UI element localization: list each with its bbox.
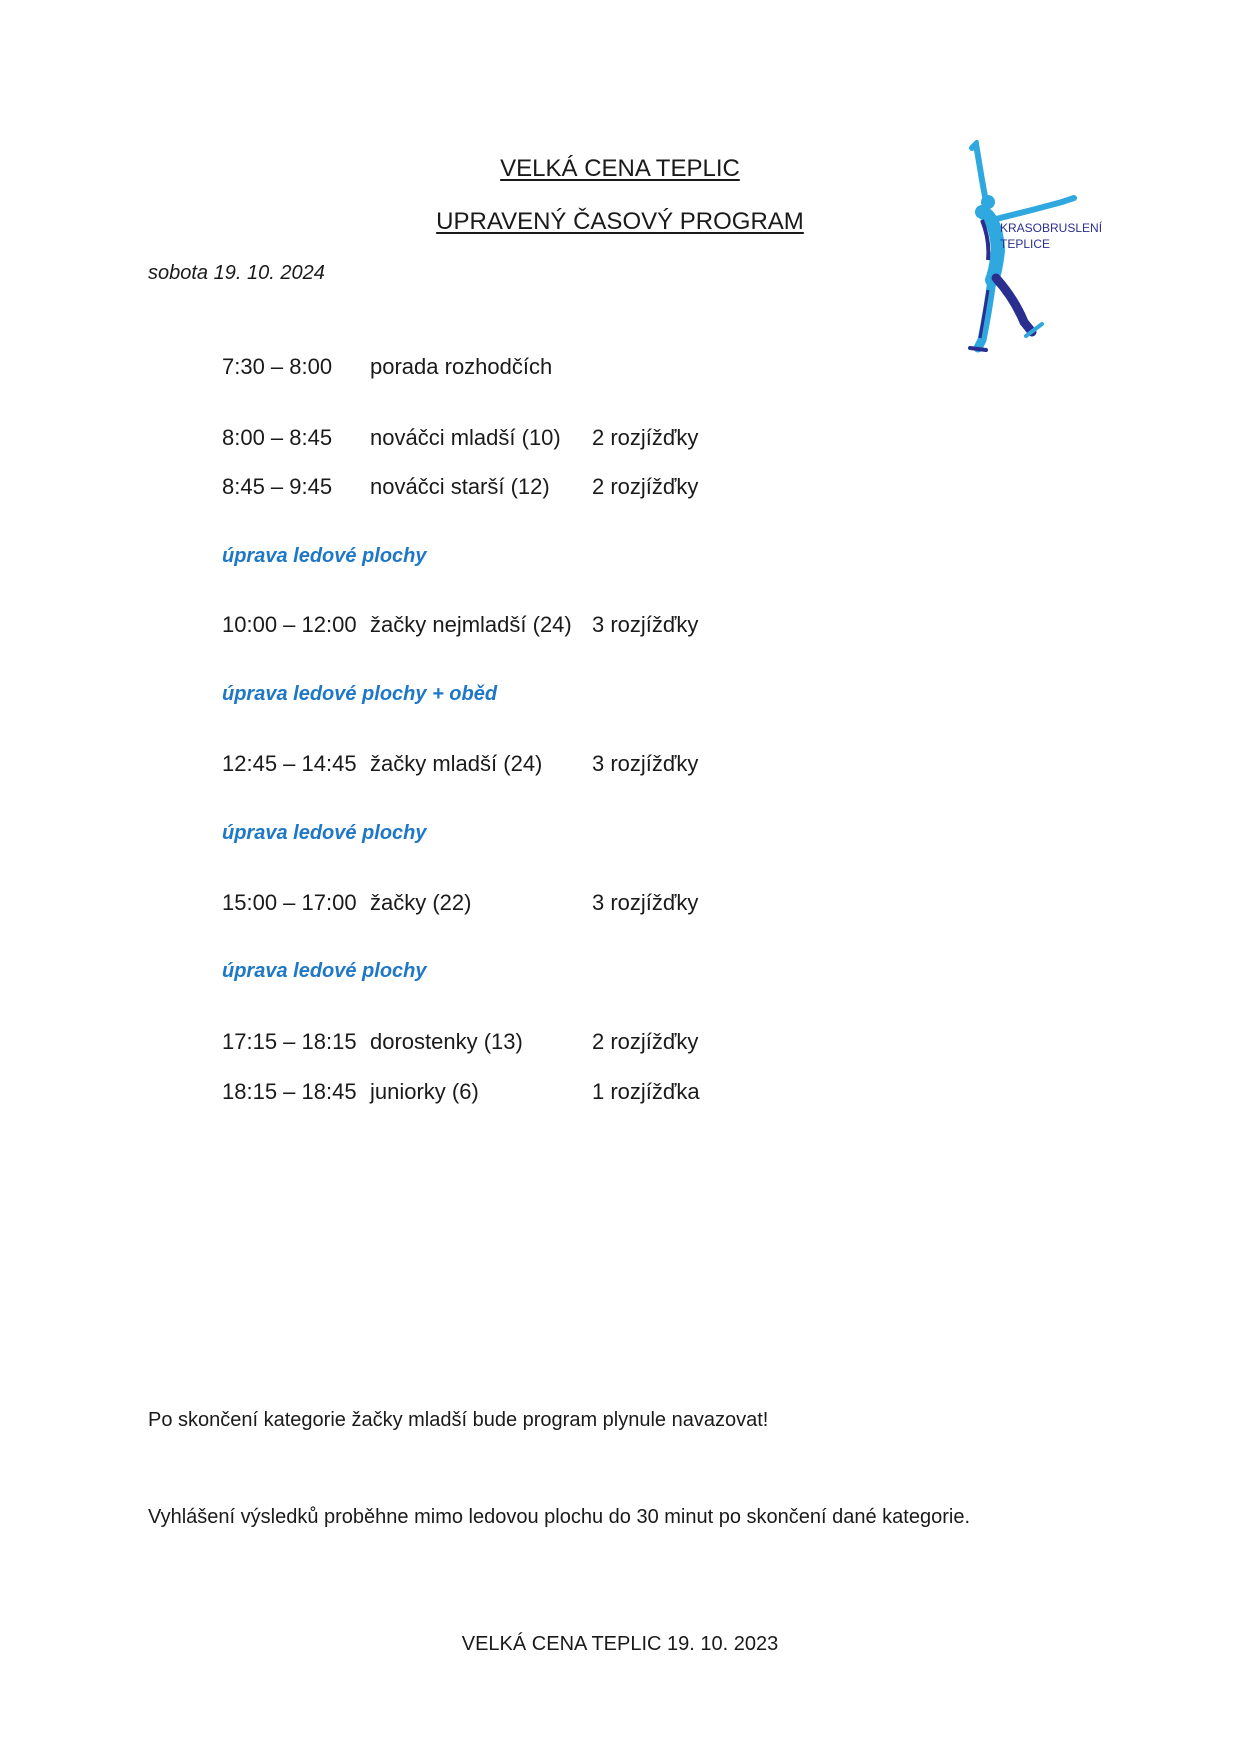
- row-time: 8:00 – 8:45: [222, 425, 333, 450]
- row-category: žačky (22): [370, 890, 472, 915]
- row-time: 17:15 – 18:15: [222, 1029, 357, 1054]
- row-time: 10:00 – 12:00: [222, 612, 357, 637]
- ice-resurfacing-note: úprava ledové plochy: [222, 822, 427, 844]
- logo-text-line1: KRASOBRUSLENÍ: [1000, 221, 1103, 235]
- page-footer: VELKÁ CENA TEPLIC 19. 10. 2023: [461, 1633, 779, 1655]
- row-time: 12:45 – 14:45: [222, 751, 357, 776]
- row-category: juniorky (6): [370, 1079, 479, 1104]
- row-category: porada rozhodčích: [370, 354, 553, 379]
- continuation-note: Po skončení kategorie žačky mladší bude program plynule navazovat!: [148, 1409, 769, 1431]
- row-time: 8:45 – 9:45: [222, 474, 333, 499]
- row-category: nováčci starší (12): [370, 474, 550, 499]
- row-heats: 3 rozjížďky: [592, 890, 699, 915]
- row-heats: 3 rozjížďky: [592, 751, 699, 776]
- ice-resurfacing-note: úprava ledové plochy: [222, 960, 427, 982]
- row-category: žačky nejmladší (24): [370, 612, 572, 637]
- row-heats: 2 rozjížďky: [592, 474, 699, 499]
- page-subtitle: UPRAVENÝ ČASOVÝ PROGRAM: [436, 208, 804, 235]
- row-time: 7:30 – 8:00: [222, 354, 333, 379]
- event-date: sobota 19. 10. 2024: [148, 262, 325, 284]
- results-announcement-note: Vyhlášení výsledků proběhne mimo ledovou plochu do 30 minut po skončení dané kategorie.: [148, 1506, 971, 1528]
- row-heats: 1 rozjížďka: [592, 1079, 700, 1104]
- ice-resurfacing-note: úprava ledové plochy: [222, 545, 427, 567]
- row-heats: 2 rozjížďky: [592, 1029, 699, 1054]
- ice-resurfacing-lunch-note: úprava ledové plochy + oběd: [222, 683, 498, 705]
- row-category: nováčci mladší (10): [370, 425, 561, 450]
- row-heats: 3 rozjížďky: [592, 612, 699, 637]
- row-heats: 2 rozjížďky: [592, 425, 699, 450]
- page-title: VELKÁ CENA TEPLIC: [500, 155, 740, 182]
- row-category: dorostenky (13): [370, 1029, 523, 1054]
- figure-skater-logo-icon: [952, 140, 1112, 360]
- logo-text-line2: TEPLICE: [1000, 237, 1051, 251]
- row-category: žačky mladší (24): [370, 751, 543, 776]
- row-time: 18:15 – 18:45: [222, 1079, 357, 1104]
- row-time: 15:00 – 17:00: [222, 890, 357, 915]
